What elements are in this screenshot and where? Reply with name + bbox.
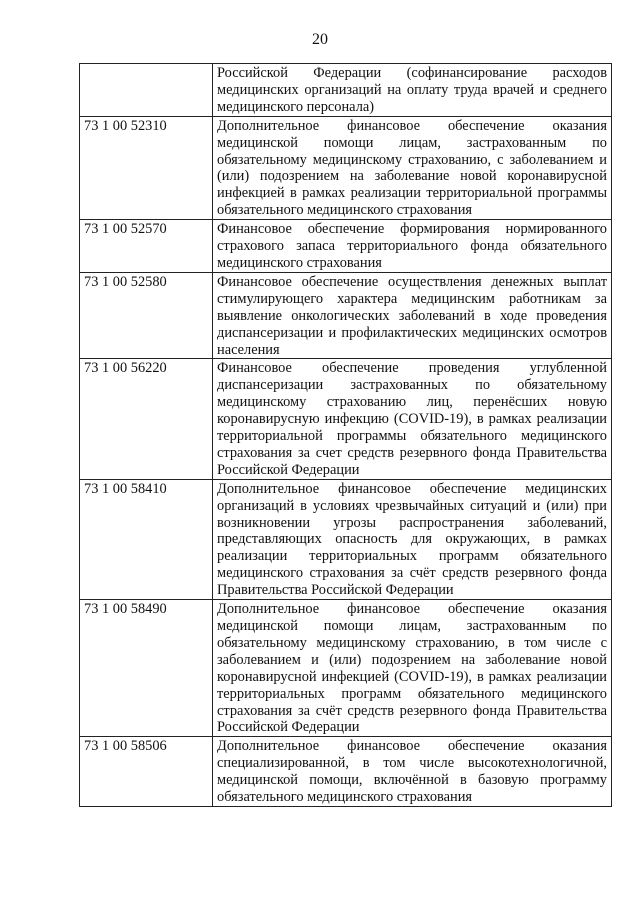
row-code: 73 1 00 58506 bbox=[80, 737, 213, 807]
row-code: 73 1 00 52310 bbox=[80, 116, 213, 219]
table-row bbox=[80, 600, 612, 737]
table-row bbox=[80, 272, 612, 359]
table-row bbox=[80, 737, 612, 807]
row-description: Дополнительное финансовое обеспечение оказания специализированной, в том числе высокотехнологичной, медицинской помощи, включённой в базовую программу обязательного медицинского страхования bbox=[213, 737, 612, 807]
row-code: 73 1 00 56220 bbox=[80, 359, 213, 479]
row-code: 73 1 00 52570 bbox=[80, 220, 213, 273]
page-number: 20 bbox=[312, 31, 328, 48]
row-code: 73 1 00 58490 bbox=[80, 600, 213, 737]
row-description: Дополнительное финансовое обеспечение медицинских организаций в условиях чрезвычайных ситуаций и (или) при возникновении угрозы распространения заболеваний, представляющих опасность для окружающих, в рамках реализации территориальных программ обязательного медицинского страхования за счёт средств резервного фонда Правительства Российской Федерации bbox=[213, 479, 612, 599]
row-description: Дополнительное финансовое обеспечение оказания медицинской помощи лицам, застрахованным по обязательному медицинскому страхованию, с заболеванием и (или) подозрением на заболевание новой коронавирусной инфекцией в рамках реализации территориальной программы обязательного медицинского страхования bbox=[213, 116, 612, 219]
row-code: 73 1 00 58410 bbox=[80, 479, 213, 599]
table-row bbox=[80, 64, 612, 117]
row-description: Финансовое обеспечение формирования нормированного страхового запаса территориального фонда обязательного медицинского страхования bbox=[213, 220, 612, 273]
table-row bbox=[80, 220, 612, 273]
row-description: Российской Федерации (софинансирование расходов медицинских организаций на оплату труда врачей и среднего медицинского персонала) bbox=[213, 64, 612, 117]
table-row bbox=[80, 116, 612, 219]
row-description: Дополнительное финансовое обеспечение оказания медицинской помощи лицам, застрахованным по обязательному медицинскому страхованию, в том числе с заболеванием и (или) подозрением на заболевание новой коронавирусной инфекцией (COVID-19), в рамках реализации территориальных программ обязательного медицинского страхования за счёт средств резервного фонда Правительства Российской Федерации bbox=[213, 600, 612, 737]
row-description: Финансовое обеспечение проведения углубленной диспансеризации застрахованных по обязательному медицинскому страхованию лиц, перенёсших новую коронавирусную инфекцию (COVID-19), в рамках реализации территориальной программы обязательного медицинского страхования за счет средств резервного фонда Правительства Российской Федерации bbox=[213, 359, 612, 479]
table-row bbox=[80, 479, 612, 599]
row-description: Финансовое обеспечение осуществления денежных выплат стимулирующего характера медицинским работникам за выявление онкологических заболеваний в ходе проведения диспансеризации и профилактических медицинских осмотров населения bbox=[213, 272, 612, 359]
row-code: 73 1 00 52580 bbox=[80, 272, 213, 359]
budget-classification-table bbox=[79, 63, 612, 807]
row-code bbox=[80, 64, 213, 117]
table-row bbox=[80, 359, 612, 479]
